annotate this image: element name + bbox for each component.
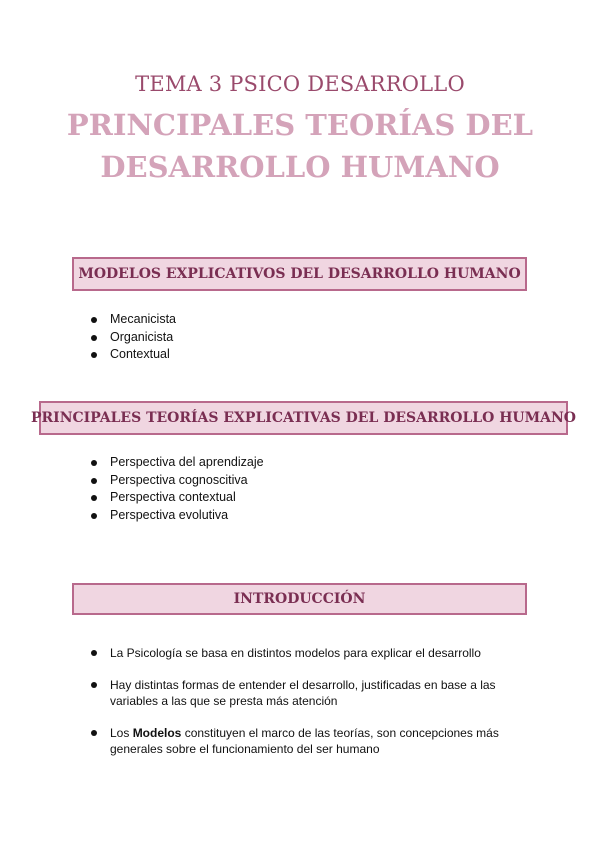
- list-item: Perspectiva del aprendizaje: [90, 454, 264, 472]
- intro-item3-bold: Modelos: [132, 726, 182, 740]
- document-subject: TEMA 3 PSICO DESARROLLO: [135, 72, 465, 96]
- list-item: [90, 725, 530, 757]
- list-modelos: [90, 311, 176, 364]
- list-item: Organicista: [90, 329, 176, 347]
- list-teorias: [90, 454, 264, 524]
- intro-item3-prefix: Los: [110, 726, 133, 740]
- list-item: Hay distintas formas de entender el desarrollo, justificadas en base a las variables a las que se presta más atención: [90, 677, 530, 709]
- list-item: La Psicología se basa en distintos modelos para explicar el desarrollo: [90, 645, 530, 661]
- document-title: [0, 104, 600, 188]
- list-item: Perspectiva evolutiva: [90, 507, 264, 525]
- list-item: Perspectiva contextual: [90, 489, 264, 507]
- section-heading-modelos: MODELOS EXPLICATIVOS DEL DESARROLLO HUMANO: [72, 257, 527, 291]
- list-item: Mecanicista: [90, 311, 176, 329]
- list-item: Perspectiva cognoscitiva: [90, 472, 264, 490]
- section-heading-introduccion: INTRODUCCIÓN: [72, 583, 527, 615]
- intro-item3-rest: constituyen el marco de las teorías, son concepciones más generales sobre el funcionamiento del ser humano: [110, 726, 499, 756]
- document-title-line-1: PRINCIPALES TEORÍAS DEL: [66, 108, 534, 142]
- list-item: Contextual: [90, 346, 176, 364]
- list-introduccion: [90, 645, 530, 773]
- document-title-line-2: DESARROLLO HUMANO: [100, 150, 500, 184]
- section-heading-teorias: PRINCIPALES TEORÍAS EXPLICATIVAS DEL DESARROLLO HUMANO: [39, 401, 568, 435]
